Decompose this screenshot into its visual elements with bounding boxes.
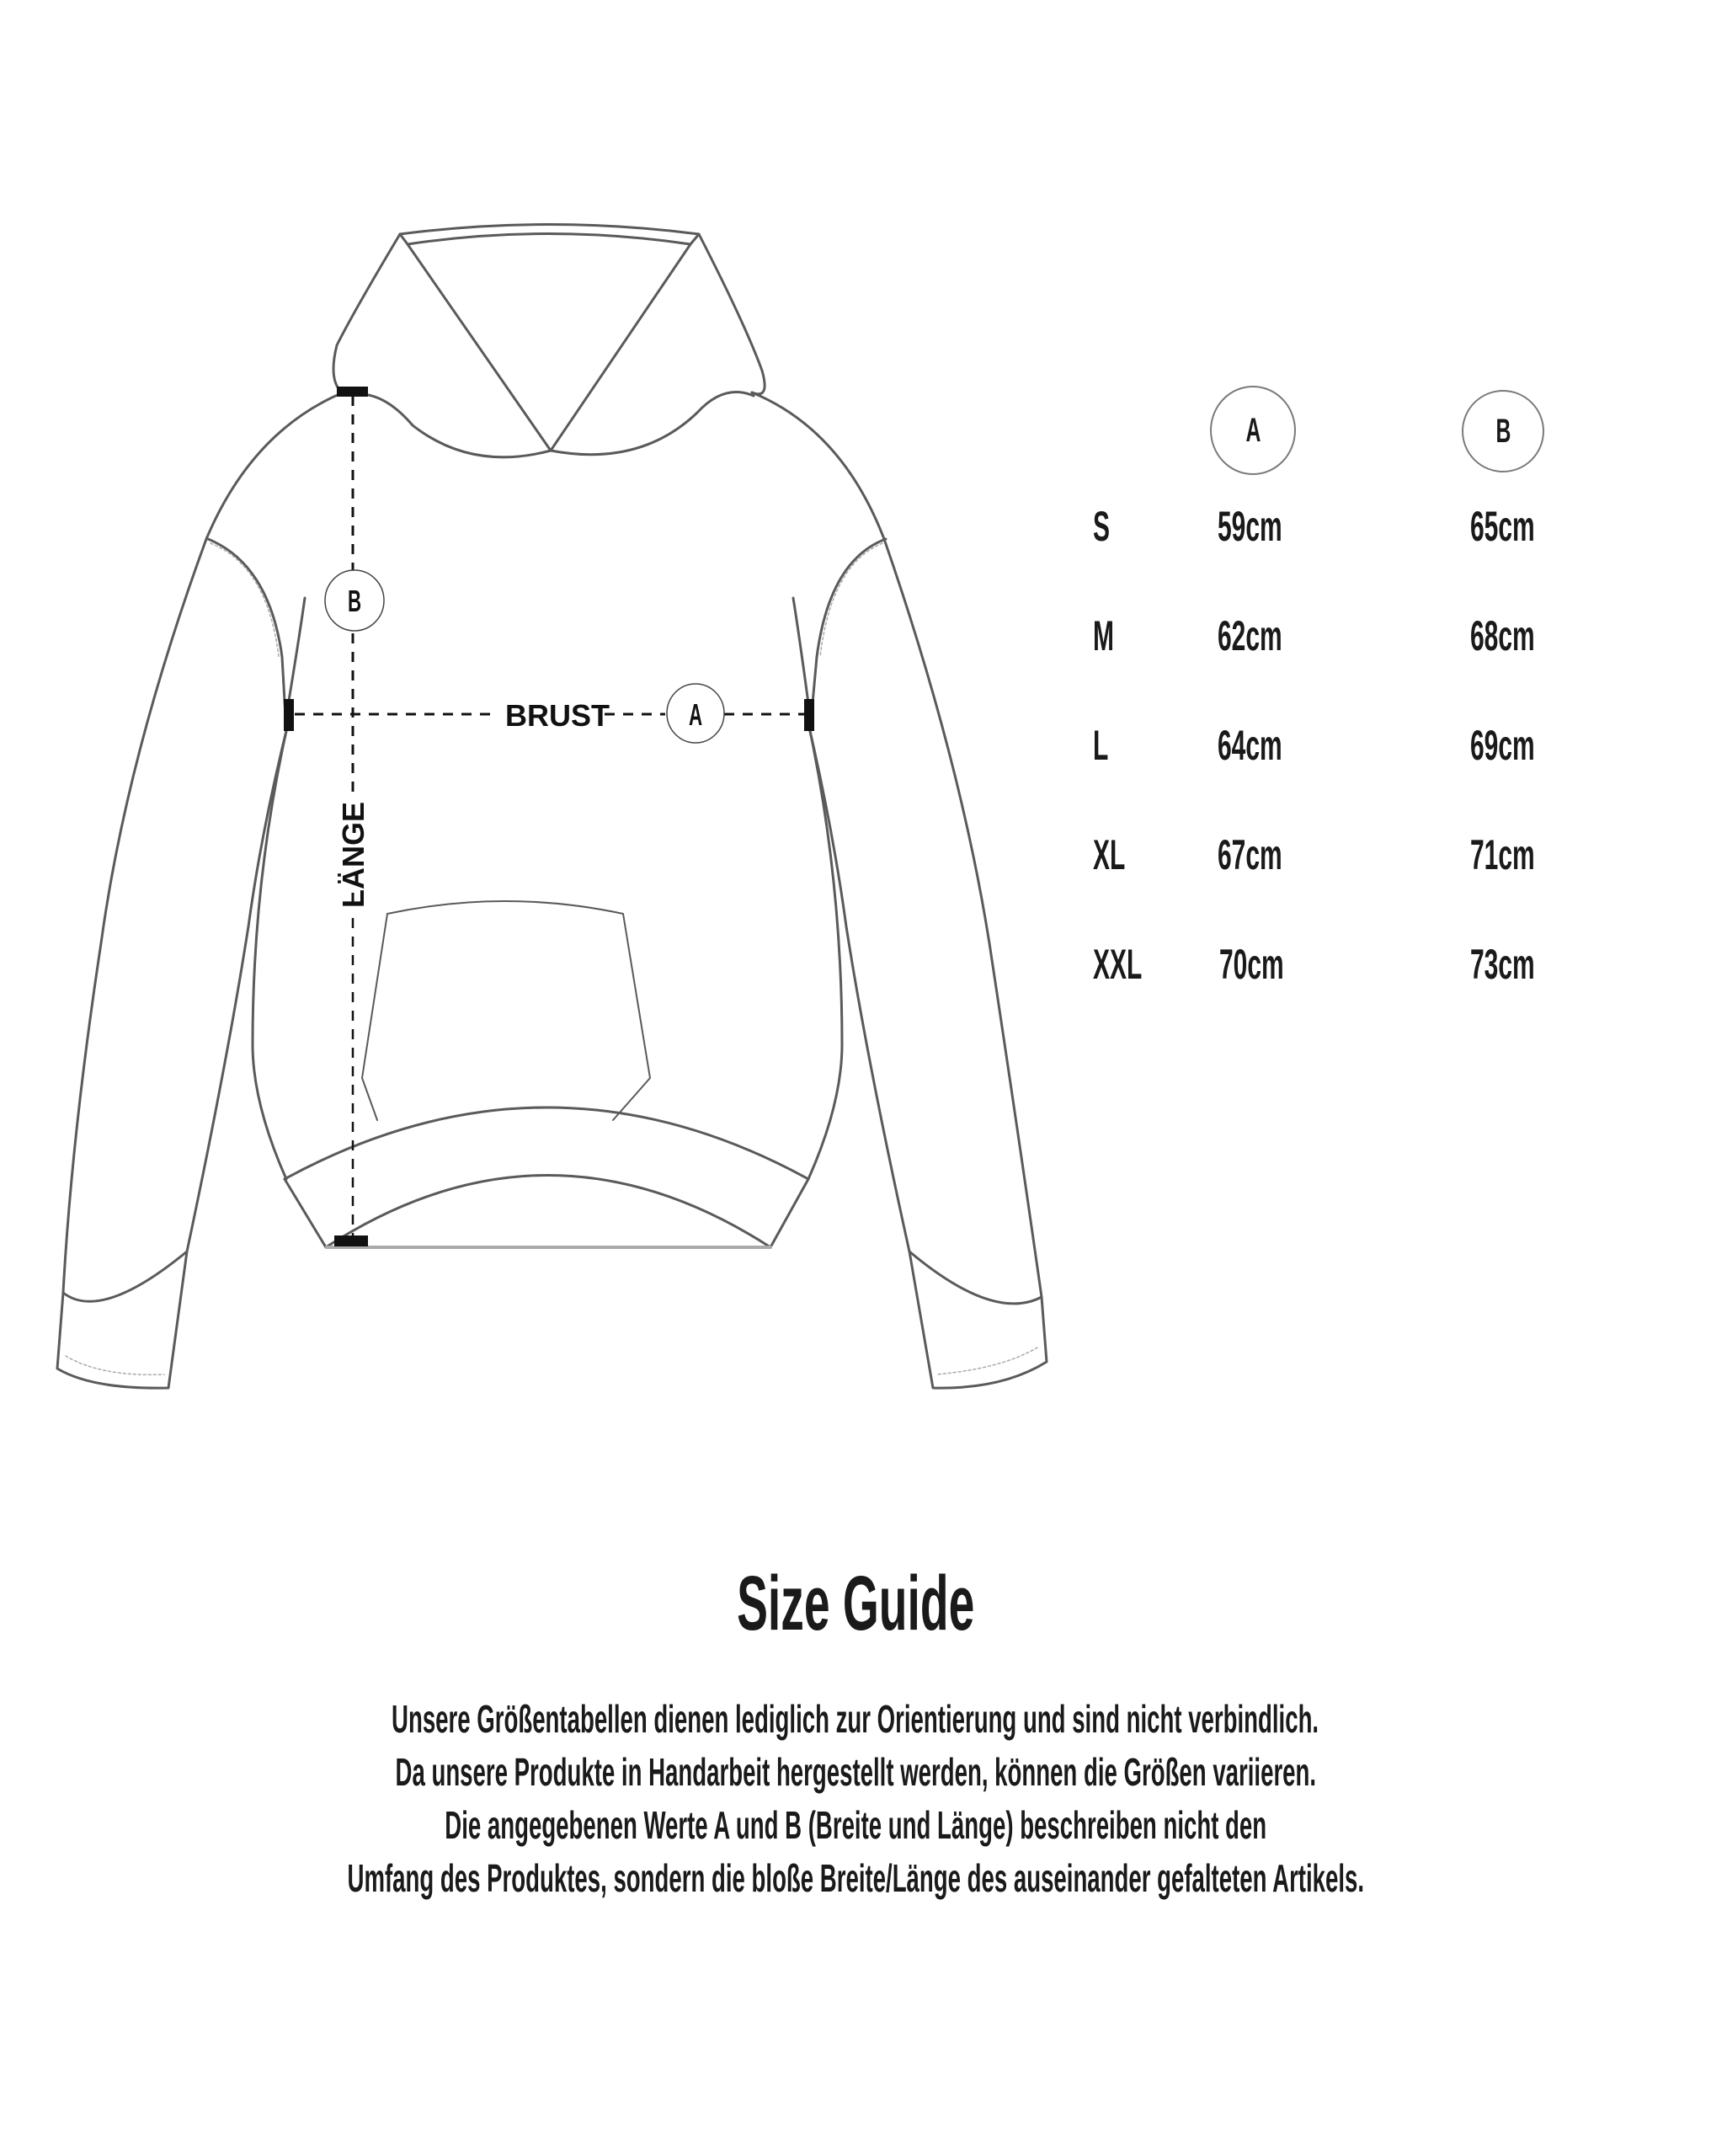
- description-line: Die angegebenen Werte A und B (Breite und Länge) beschreiben nicht den: [445, 1803, 1266, 1847]
- value-b: 68cm: [1470, 612, 1535, 659]
- description-line: Da unsere Produkte in Handarbeit hergestellt werden, können die Größen variieren.: [395, 1750, 1316, 1794]
- value-a: 59cm: [1218, 503, 1282, 550]
- size-label: XXL: [1093, 941, 1143, 988]
- value-b: 73cm: [1470, 941, 1535, 988]
- length-bottom-marker: [334, 1235, 368, 1246]
- size-label: S: [1093, 503, 1111, 550]
- chest-label: BRUST: [505, 698, 610, 733]
- value-a: 67cm: [1218, 831, 1282, 878]
- svg-text:B: B: [347, 584, 362, 619]
- description-line: Unsere Größentabellen dienen lediglich zur Orientierung und sind nicht verbindlich.: [392, 1697, 1319, 1741]
- svg-text:A: A: [688, 698, 703, 733]
- value-a: 64cm: [1218, 722, 1282, 769]
- column-header-b: B: [1462, 390, 1544, 472]
- value-b: 71cm: [1470, 831, 1535, 878]
- waistband-bottom: [326, 1176, 770, 1248]
- value-b: 69cm: [1470, 722, 1535, 769]
- page-title: Size Guide: [736, 1561, 975, 1646]
- value-a: 70cm: [1219, 941, 1284, 988]
- left-cuff: [63, 1251, 187, 1301]
- waistband-top: [285, 1107, 808, 1179]
- size-label: M: [1093, 612, 1114, 659]
- length-label: LÄNGE: [336, 802, 370, 908]
- size-guide-description: [0, 1693, 1711, 1905]
- description-line: Umfang des Produktes, sondern die bloße Breite/Länge des auseinander gefalteten Artikels.: [347, 1856, 1364, 1900]
- value-b: 65cm: [1470, 503, 1535, 550]
- value-a: 62cm: [1218, 612, 1282, 659]
- size-label: XL: [1093, 831, 1126, 878]
- size-label: L: [1093, 722, 1109, 769]
- column-header-a: A: [1210, 386, 1296, 475]
- right-cuff: [909, 1251, 1042, 1304]
